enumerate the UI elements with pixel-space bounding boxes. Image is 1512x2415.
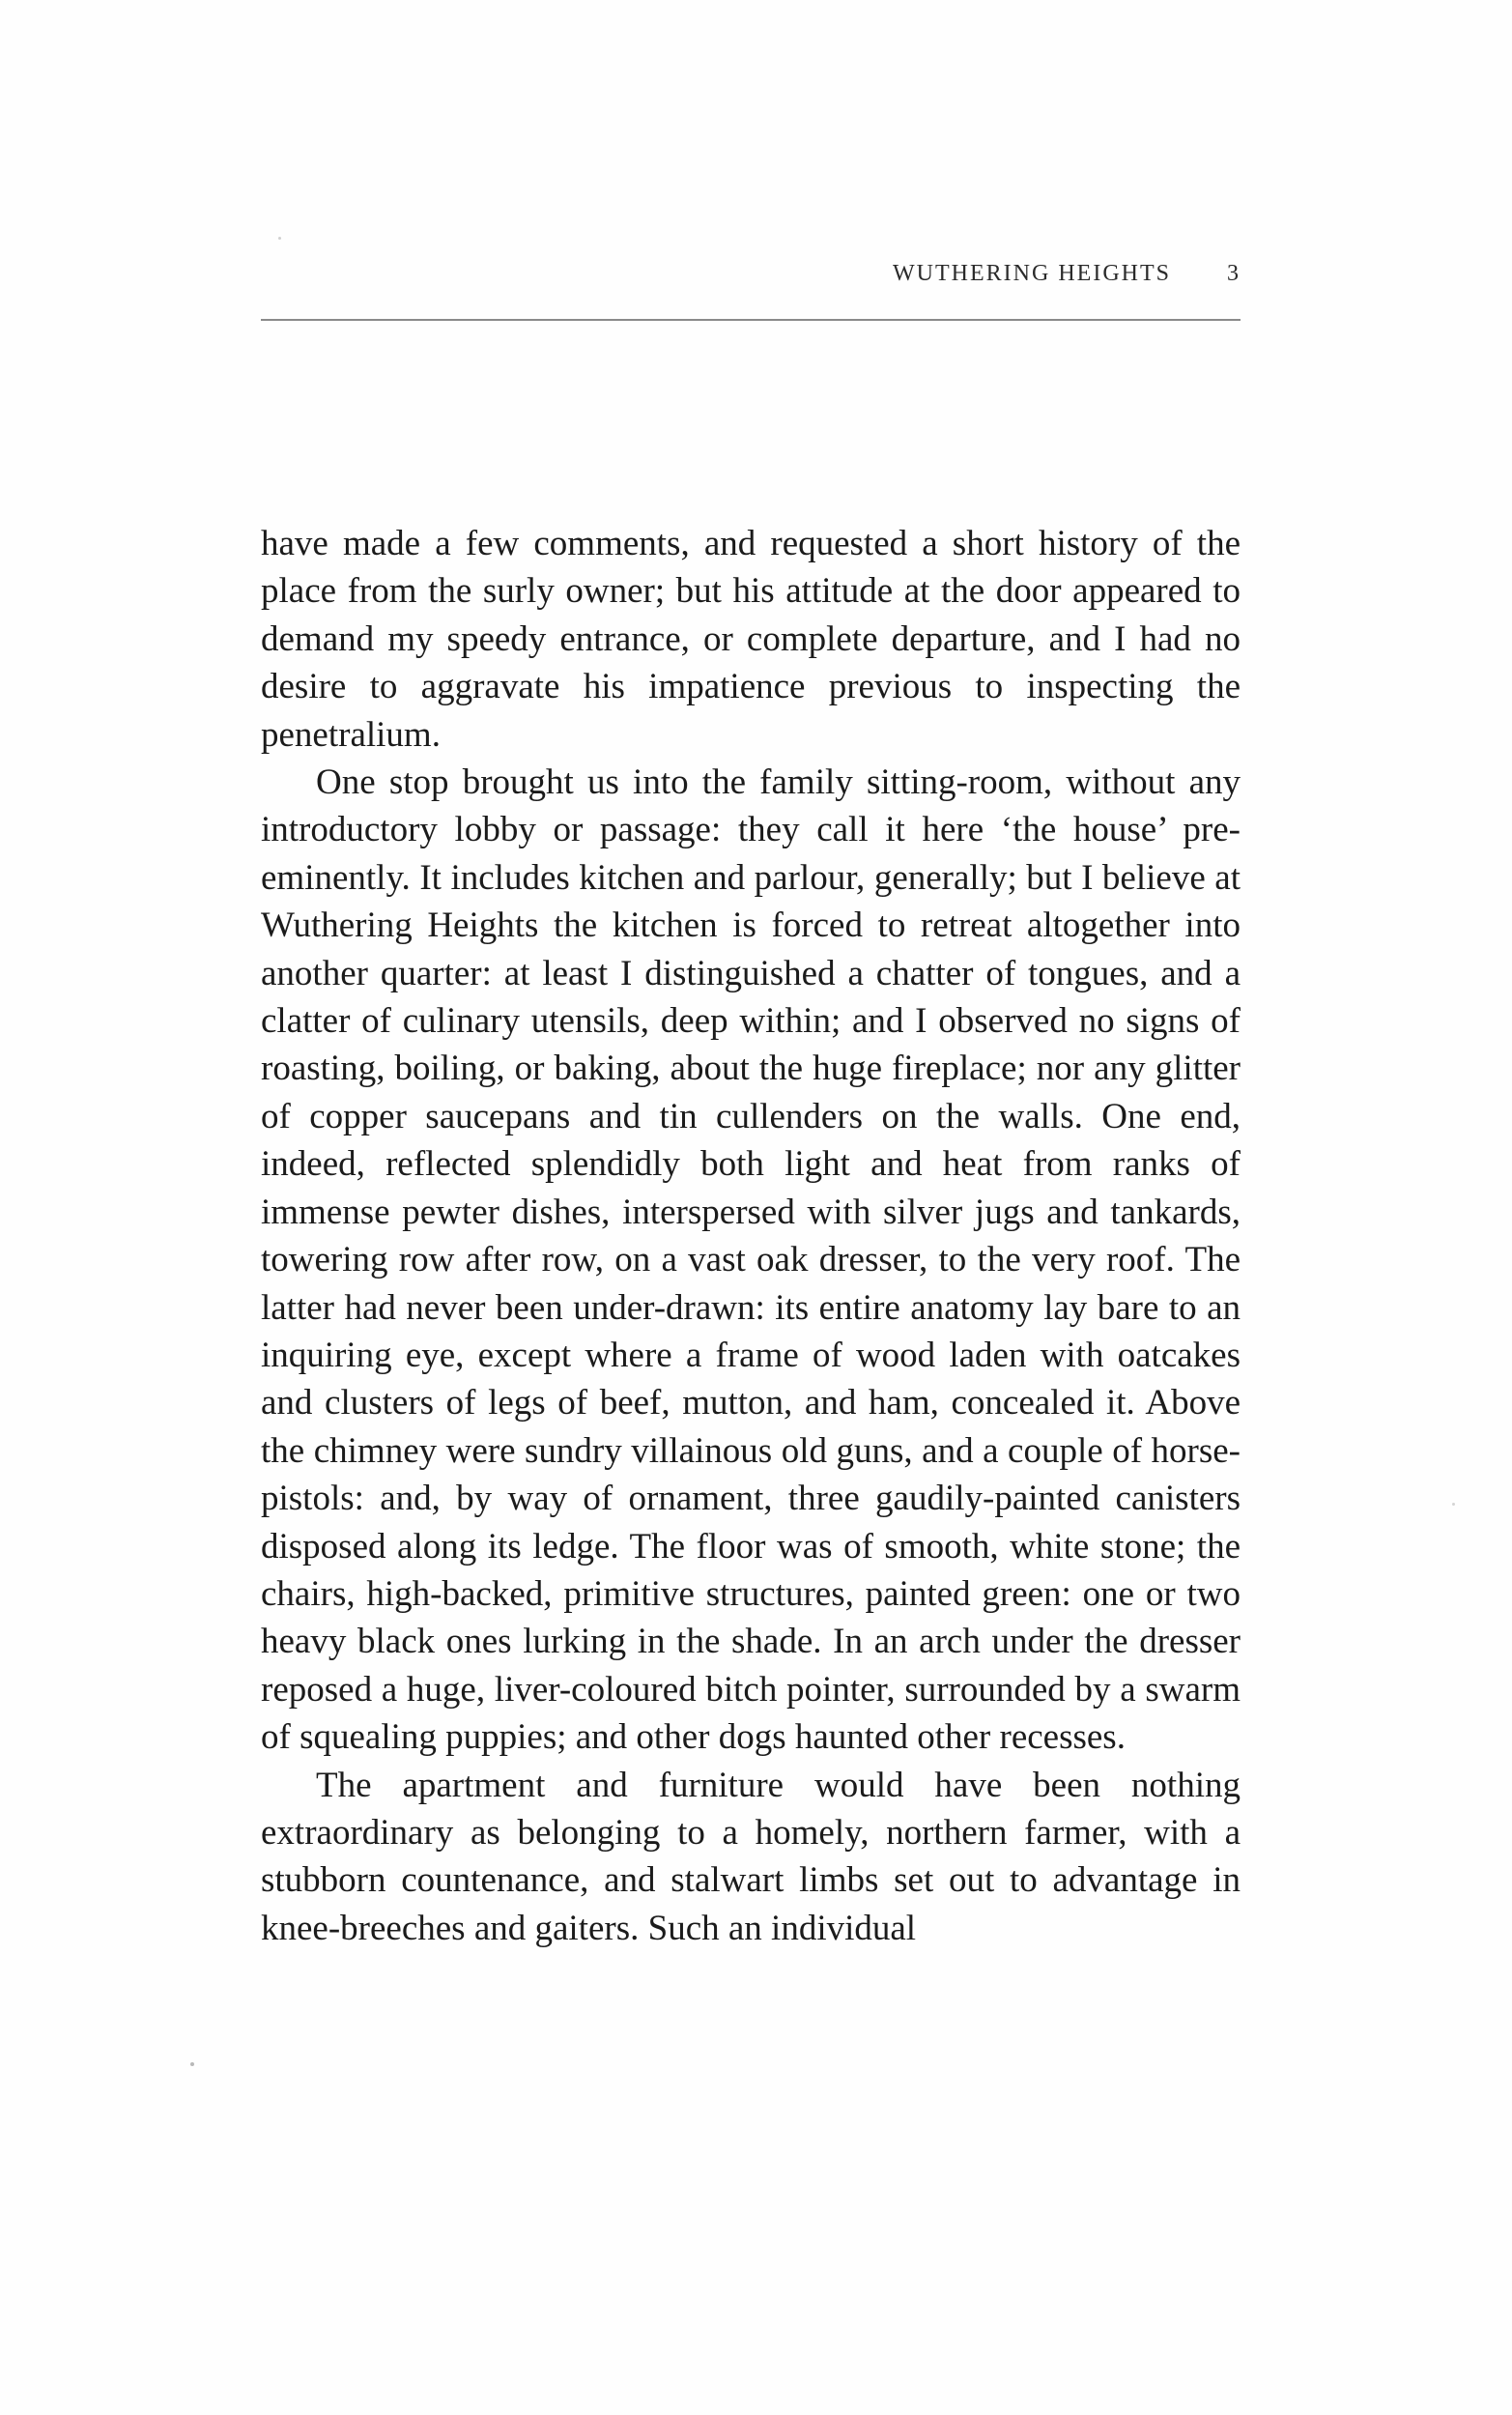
page-number: 3: [1227, 261, 1239, 286]
body-text: [261, 520, 1241, 1952]
running-title: WUTHERING HEIGHTS: [893, 261, 1171, 286]
header-rule: [261, 319, 1241, 321]
paragraph: The apartment and furniture would have been nothing extraordinary as belonging to a homely, northern farmer, with a stubborn countenance, and stalwart limbs set out to advantage in knee-breeches and gaiters. Such an individual: [261, 1765, 1241, 1948]
paragraph-continued: have made a few comments, and requested a short history of the place from the surly owner; but his attitude at the door appeared to demand my speedy entrance, or complete departure, and I had no desire to aggravate his impatience previous to inspecting the penetralium.: [261, 524, 1241, 755]
paragraph: One stop brought us into the family sitting-room, without any introductory lobby or passage: they call it here ‘the house’ pre-eminently. It includes kitchen and parlour, generally; but I believe at Wuthering Heights the kitchen is forced to retreat altogether into another quarter: at least I distinguished a chatter of tongues, and a clatter of culinary utensils, deep within; and I observed no signs of roasting, boiling, or baking, about the huge fireplace; nor any glitter of copper saucepans and tin cullenders on the walls. One end, indeed, reflected splendidly both light and heat from ranks of immense pewter dishes, interspersed with silver jugs and tankards, towering row after row, on a vast oak dresser, to the very roof. The latter had never been under-drawn: its entire anatomy lay bare to an inquiring eye, except where a frame of wood laden with oatcakes and clusters of legs of beef, mutton, and ham, concealed it. Above the chimney were sundry villainous old guns, and a couple of horse-pistols: and, by way of ornament, three gaudily-painted canisters disposed along its ledge. The floor was of smooth, white stone; the chairs, high-backed, primitive structures, painted green: one or two heavy black ones lurking in the shade. In an arch under the dresser reposed a huge, liver-coloured bitch pointer, surrounded by a swarm of squealing puppies; and other dogs haunted other recesses.: [261, 762, 1241, 1758]
scan-speck: [190, 2062, 194, 2066]
scan-speck: [1452, 1503, 1455, 1506]
scan-speck: [278, 237, 281, 240]
running-head: [893, 261, 1239, 287]
